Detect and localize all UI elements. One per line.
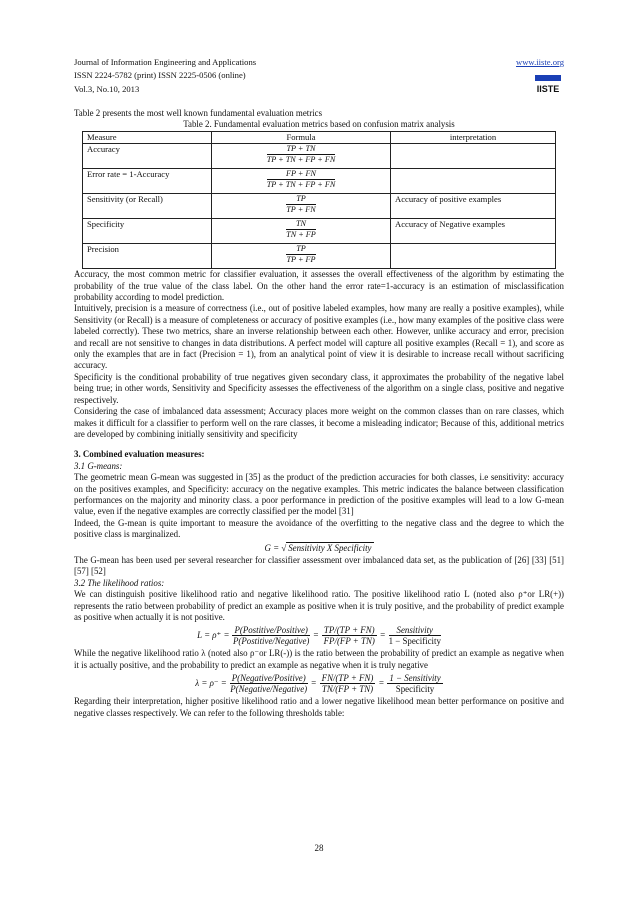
journal-url-link[interactable]: www.iiste.org	[516, 57, 564, 67]
journal-volume: Vol.3, No.10, 2013	[74, 83, 140, 94]
table-row	[83, 144, 556, 169]
col-formula: Formula	[212, 131, 391, 143]
subsection-heading: 3.1 G-means:	[74, 460, 123, 471]
paragraph-accuracy: Accuracy, the most common metric for classifier evaluation, it assesses the overall effectiveness of the algorithm by estimating the probability of the true value of the class label. On the other hand the error rate=1-accuracy is an estimation of misclassification probability according to model prediction.	[74, 269, 564, 303]
equals-sign: =	[312, 630, 319, 641]
table-row	[83, 244, 556, 269]
table-row	[83, 219, 556, 244]
subsection-heading: 3.2 The likelihood ratios:	[74, 577, 165, 588]
formula-denominator: TP + TN + FP + FN	[266, 155, 336, 165]
paragraph-gmean-usage: The G-mean has been used per several researcher for classifier assessment over imbalanced data set, as the publication of [26] [33] [51] [57] [52]	[74, 554, 564, 577]
formula-cell	[212, 219, 391, 244]
formula-cell	[212, 169, 391, 194]
equation-lhs: λ = ρ⁻ =	[195, 678, 227, 689]
interp-cell	[391, 169, 556, 194]
formula-numerator: FP + FN	[267, 169, 336, 180]
fraction-numerator: TP/(TP + FN)	[323, 625, 375, 636]
sqrt-symbol: √	[281, 542, 287, 553]
positive-likelihood-equation	[74, 625, 564, 646]
gmean-equation	[74, 542, 564, 554]
paragraph-imbalanced: Considering the case of imbalanced data assessment; Accuracy places more weight on the common classes than on rare classes, which makes it difficult for a classifier to perform well on the rare classes, it become a misleading indicator; Because of this, additional metrics are developed by combining initially sensitivity and specificity	[74, 406, 564, 439]
journal-issn: ISSN 2224-5782 (print) ISSN 2225-0506 (online)	[74, 70, 246, 81]
fraction-denominator: Specificity	[395, 684, 435, 695]
journal-name: Journal of Information Engineering and Applications	[74, 57, 257, 67]
formula-denominator: TP + TN + FP + FN	[266, 180, 336, 190]
table-row	[83, 194, 556, 219]
negative-likelihood-equation	[74, 673, 564, 694]
measure-cell: Specificity	[83, 219, 212, 244]
formula-numerator: TP + TN	[267, 144, 336, 155]
formula-denominator: TN + FP	[286, 230, 316, 240]
page-number: 28	[314, 843, 324, 853]
paragraph-thresholds: Regarding their interpretation, higher positive likelihood ratio and a lower negative likelihood mean better performance on positive and negative classes respectively. We can refer to the following thresholds table:	[74, 696, 564, 718]
measure-cell: Error rate = 1-Accuracy	[83, 169, 212, 194]
paragraph-specificity: Specificity is the conditional probability of true negatives given secondary class, it approximates the probability of the negative label being true; in other words, Sensitivity and Specificity assesses the effectiveness of the algorithm on a single class, positive and negative respectively.	[74, 371, 564, 405]
paragraph-overfitting: Indeed, the G-mean is quite important to measure the avoidance of the overfitting to the negative class and the degree to which the positive class is marginalized.	[74, 517, 564, 540]
equals-sign: =	[379, 630, 386, 641]
fraction-numerator: FN/(TP + FN)	[321, 673, 374, 684]
formula-cell	[212, 194, 391, 219]
fraction-denominator: FP/(FP + TN)	[323, 636, 375, 647]
paragraph-gmean: The geometric mean G-mean was suggested in [35] as the product of the prediction accuracies for both classes, i.e sensitivity: accuracy on the positives examples, and Specificity: accuracy on the negative examples. This metric indicates the balance between classification performances on the majority and minority class. a poor performance in prediction of the positive examples will lead to a low G-mean value, even if the negative examples are correctly classified per the model [31]	[74, 472, 564, 517]
paragraph-likelihood: We can distinguish positive likelihood ratio and negative likelihood ratio. The positive likelihood ratio L (noted also ρ⁺or LR(+)) represents the ratio between probability of predict an example as positive when it is truly positive, and the probability of predict example as positive when actually it is not positive.	[74, 589, 564, 622]
table-row	[83, 169, 556, 194]
fraction-numerator: 1 − Sensitivity	[389, 673, 441, 684]
iiste-logo-icon	[533, 72, 563, 96]
fraction-numerator: P(Negative/Positive)	[231, 673, 306, 684]
measure-cell: Precision	[83, 244, 212, 269]
fraction-denominator: TN/(FP + TN)	[321, 684, 374, 695]
section-heading: 3. Combined evaluation measures:	[74, 449, 205, 460]
interp-cell	[391, 144, 556, 169]
formula-denominator: TP + FP	[286, 255, 316, 265]
table-caption: Table 2. Fundamental evaluation metrics based on confusion matrix analysis	[183, 119, 455, 130]
formula-numerator: TP	[286, 244, 315, 255]
metrics-table	[82, 131, 556, 269]
formula-numerator: TN	[286, 219, 316, 230]
svg-text:IISTE: IISTE	[536, 84, 560, 94]
fraction-numerator: P(Postitive/Positive)	[234, 625, 308, 636]
interp-cell: Accuracy of Negative examples	[391, 219, 556, 244]
paragraph-precision: Intuitively, precision is a measure of correctness (i.e., out of positive labeled examples, how many are really a positive examples), while Sensitivity (or Recall) is a measure of completeness or accuracy of positive examples (i.e., how many examples of the positive class were labeled correctly). These two metrics, share an inverse relationship between each other. However, unlike accuracy and error, precision and recall are not sensitive to changes in data distributions. A perfect model will capture all positive examples (Recall = 1), and score as only the examples that are in fact (Precision = 1), from an analytical point of view it is desirable to increase recall without sacrificing accuracy.	[74, 303, 564, 371]
measure-cell: Accuracy	[83, 144, 212, 169]
equation-lhs: G =	[264, 542, 282, 553]
equation-lhs: L = ρ⁺ =	[197, 630, 230, 641]
page-header	[74, 56, 564, 96]
formula-denominator: TP + FN	[286, 205, 316, 215]
interp-cell: Accuracy of positive examples	[391, 194, 556, 219]
equals-sign: =	[310, 678, 317, 689]
interp-cell	[391, 244, 556, 269]
col-measure: Measure	[83, 131, 212, 143]
fraction-denominator: P(Negative/Negative)	[230, 684, 308, 695]
measure-cell: Sensitivity (or Recall)	[83, 194, 212, 219]
formula-numerator: TP	[286, 194, 316, 205]
col-interpretation: interpretation	[391, 131, 556, 143]
table-header-row	[83, 131, 556, 143]
formula-cell	[212, 244, 391, 269]
formula-cell	[212, 144, 391, 169]
table-intro: Table 2 presents the most well known fundamental evaluation metrics	[74, 108, 323, 118]
equation-radicand: Sensitivity X Specificity	[288, 542, 372, 553]
paragraph-negative-likelihood: While the negative likelihood ratio λ (noted also ρ⁻or LR(-)) is the ratio between the probability of predict an example as negative when it is actually positive, and the probability to predict an example as negative when it is truly negative	[74, 648, 564, 670]
fraction-denominator: P(Postitive/Negative)	[232, 636, 310, 647]
fraction-denominator: 1 − Specificity	[388, 636, 441, 647]
page-body	[74, 108, 564, 719]
equals-sign: =	[378, 678, 385, 689]
fraction-numerator: Sensitivity	[389, 625, 441, 636]
